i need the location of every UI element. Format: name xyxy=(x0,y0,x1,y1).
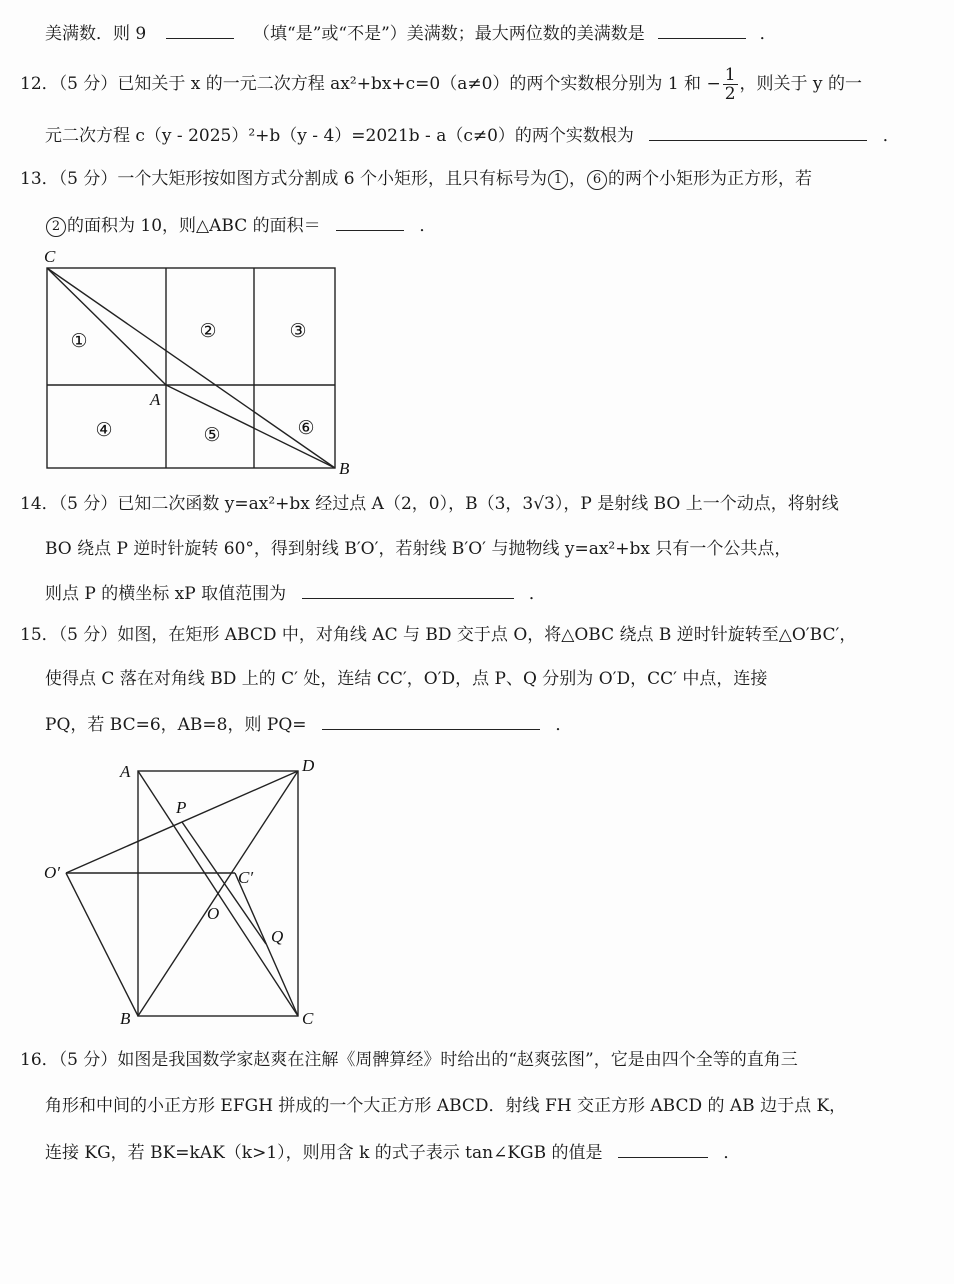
label-P: P xyxy=(176,798,187,817)
label-C: C xyxy=(302,1009,314,1028)
q16-answer-blank[interactable] xyxy=(618,1139,708,1158)
q14-line-1: 14．（5 分）已知二次函数 y=ax²+bx 经过点 A（2，0），B（3，3√3），P 是射线 BO 上一个动点，将射线 xyxy=(20,494,839,514)
cell-label-2: ② xyxy=(199,321,217,342)
q15-line-3: PQ，若 BC=6，AB=8，则 PQ= ． xyxy=(45,711,572,737)
q12-line-2: 元二次方程 c（y - 2025）²+b（y - 4）=2021b - a（c≠0）的两个实数根为 ． xyxy=(45,122,900,148)
q14-line-2: BO 绕点 P 逆时针旋转 60°，得到射线 B′O′，若射线 B′O′ 与抛物线 y=ax²+bx 只有一个公共点， xyxy=(45,539,792,559)
cell-label-4: ④ xyxy=(95,420,113,441)
segment-O'B xyxy=(66,873,138,1016)
cell-label-3: ③ xyxy=(289,321,307,342)
q12-line-1: 12．（5 分）已知关于 x 的一元二次方程 ax²+bx+c=0（a≠0）的两个实数根分别为 1 和 − $\frac{1}{2}$ ，则关于 y 的一 xyxy=(20,65,862,104)
label-B: B xyxy=(339,459,350,478)
q13-line-1: 13．（5 分）一个大矩形按如图方式分割成 6 个小矩形，且只有标号为 1 ， 6 的两个小矩形为正方形，若 xyxy=(20,169,812,189)
q16-line-1: 16．（5 分）如图是我国数学家赵爽在注解《周髀算经》时给出的“赵爽弦图”，它是由四个全等的直角三 xyxy=(20,1050,798,1070)
q13-line-2: 2 的面积为 10，则△ABC 的面积＝ ． xyxy=(45,212,436,238)
label-C-prime: C′ xyxy=(238,868,254,887)
label-C: C xyxy=(44,247,56,266)
q11-blank-1[interactable] xyxy=(166,20,234,39)
q16-line-2: 角形和中间的小正方形 EFGH 拼成的一个大正方形 ABCD．射线 FH 交正方形 ABCD 的 AB 边于点 K， xyxy=(45,1096,847,1116)
label-O: O xyxy=(207,904,220,923)
q16-line-3: 连接 KG，若 BK=kAK（k>1），则用含 k 的式子表示 tan∠KGB 的值是 ． xyxy=(45,1139,740,1165)
label-Q: Q xyxy=(271,927,284,946)
circled-1: 1 xyxy=(548,170,568,190)
q14-line-3: 则点 P 的横坐标 xP 取值范围为 ． xyxy=(45,580,546,606)
label-A: A xyxy=(150,390,161,409)
q14-answer-blank[interactable] xyxy=(302,580,514,599)
circled-6: 6 xyxy=(587,170,607,190)
q13-figure xyxy=(36,245,366,480)
q11-tail: 美满数．则 9 （填“是”或“不是”）美满数；最大两位数的美满数是 ． xyxy=(45,20,777,46)
label-A: A xyxy=(120,762,131,781)
q12-answer-blank[interactable] xyxy=(649,122,867,141)
label-D: D xyxy=(302,756,315,775)
circled-2: 2 xyxy=(46,217,66,237)
segment-CB xyxy=(47,268,335,468)
label-B: B xyxy=(120,1009,131,1028)
label-O-prime: O′ xyxy=(44,863,60,882)
cell-label-1: ① xyxy=(70,331,88,352)
q11-blank-2[interactable] xyxy=(658,20,746,39)
segment-CA xyxy=(47,268,166,385)
q15-line-1: 15．（5 分）如图，在矩形 ABCD 中，对角线 AC 与 BD 交于点 O，将△OBC 绕点 B 逆时针旋转至△O′BC′， xyxy=(20,625,857,645)
segment-CC' xyxy=(235,873,298,1016)
q15-figure xyxy=(36,750,336,1035)
cell-label-6: ⑥ xyxy=(297,418,315,439)
q15-line-2: 使得点 C 落在对角线 BD 上的 C′ 处，连结 CC′，O′D，点 P、Q 分别为 O′D，CC′ 中点，连接 xyxy=(45,669,768,689)
q15-answer-blank[interactable] xyxy=(322,711,540,730)
cell-label-5: ⑤ xyxy=(203,425,221,446)
q13-answer-blank[interactable] xyxy=(336,212,404,231)
q12-fraction: $\frac{1}{2}$ xyxy=(724,65,736,104)
